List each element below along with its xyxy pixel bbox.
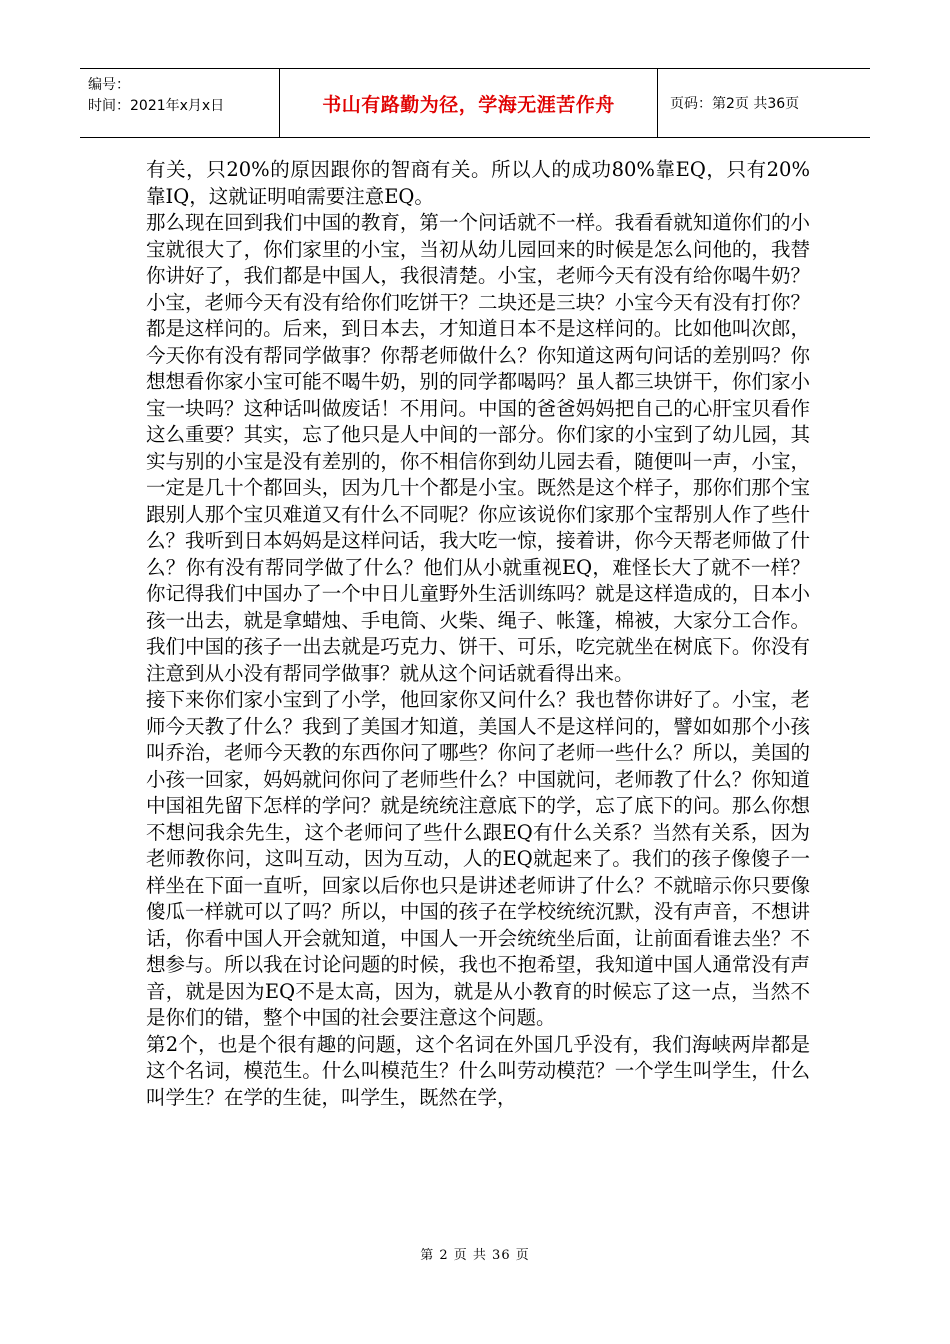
paragraph-4: 第2个，也是个很有趣的问题，这个名词在外国几乎没有，我们海峡两岸都是这个名词，模范生。什么叫模范生？什么叫劳动模范？一个学生叫学生，什么叫学生？在学的生徒，叫学生，既然在学， <box>146 1032 810 1109</box>
header-motto: 书山有路勤为径，学海无涯苦作舟 <box>280 69 658 137</box>
paragraph-3: 接下来你们家小宝到了小学，他回家你又问什么？我也替你讲好了。小宝，老师今天教了什么？我到了美国才知道，美国人不是这样问的，譬如如那个小孩叫乔治，老师今天教的东西你问了哪些？你问了老师一些什么？所以，美国的小孩一回家，妈妈就问你问了老师些什么？中国就问，老师教了什么？你知道中国祖先留下怎样的学问？就是统统注意底下的学，忘了底下的问。那么你想不想问我余先生，这个老师问了些什么跟EQ有什么关系？当然有关系，因为老师教你问，这叫互动，因为互动，人的EQ就起来了。我们的孩子像傻子一样坐在下面一直听，回家以后你也只是讲述老师讲了什么？不就暗示你只要像傻瓜一样就可以了吗？所以，中国的孩子在学校统统沉默，没有声音，不想讲话，你看中国人开会就知道，中国人一开会统统坐后面，让前面看谁去坐？不想参与。所以我在讨论问题的时候，我也不抱希望，我知道中国人通常没有声音，就是因为EQ不是太高，因为，就是从小教育的时候忘了这一点，当然不是你们的错，整个中国的社会要注意这个问题。 <box>146 688 810 1029</box>
doc-time-label: 时间：2021年x月x日 <box>88 98 225 114</box>
paragraph-1: 有关，只20%的原因跟你的智商有关。所以人的成功80%靠EQ，只有20%靠IQ，这就证明咱需要注意EQ。 <box>146 158 810 208</box>
header-page-number: 页码：第2页 共36页 <box>670 96 800 112</box>
page-footer: 第 2 页 共 36 页 <box>420 1248 530 1263</box>
header-meta <box>80 69 280 137</box>
paragraph-2: 那么现在回到我们中国的教育，第一个问话就不一样。我看看就知道你们的小宝就很大了，你们家里的小宝，当初从幼儿园回来的时候是怎么问他的，我替你讲好了，我们都是中国人，我很清楚。小宝，老师今天有没有给你喝牛奶？小宝，老师今天有没有给你们吃饼干？二块还是三块？小宝今天有没有打你？都是这样问的。后来，到日本去，才知道日本不是这样问的。比如他叫次郎，今天你有没有帮同学做事？你帮老师做什么？你知道这两句问话的差别吗？你想想看你家小宝可能不喝牛奶，别的同学都喝吗？虽人都三块饼干，你们家小宝一块吗？这种话叫做废话！不用问。中国的爸爸妈妈把自己的心肝宝贝看作这么重要？其实，忘了他只是人中间的一部分。你们家的小宝到了幼儿园，其实与别的小宝是没有差别的，你不相信你到幼儿园去看，随便叫一声，小宝，一定是几十个都回头，因为几十个都是小宝。既然是这个样子，那你们那个宝跟别人那个宝贝难道又有什么不同呢？你应该说你们家那个宝帮别人作了些什么？我听到日本妈妈是这样问话，我大吃一惊，接着讲，你今天帮老师做了什么？你有没有帮同学做了什么？他们从小就重视EQ，难怪长大了就不一样？你记得我们中国办了一个中日儿童野外生活训练吗？就是这样造成的，日本小孩一出去，就是拿蜡烛、手电筒、火柴、绳子、帐篷，棉被，大家分工合作。我们中国的孩子一出去就是巧克力、饼干、可乐，吃完就坐在树底下。你没有注意到从小没有帮同学做事？就从这个问话就看得出来。 <box>146 211 810 685</box>
page-header <box>80 68 870 138</box>
doc-number-label: 编号： <box>88 77 130 93</box>
document-body <box>146 157 810 1111</box>
